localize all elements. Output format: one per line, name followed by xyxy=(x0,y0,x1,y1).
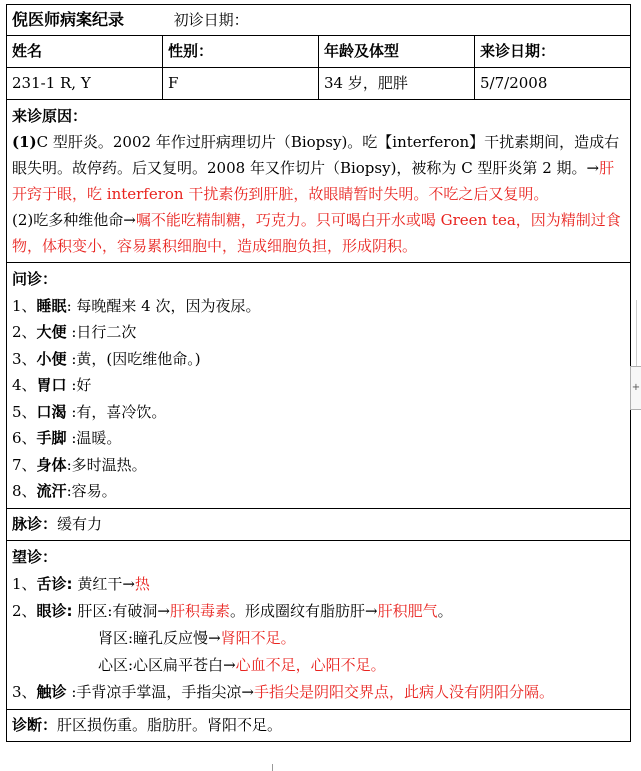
eye-kidney-note: 肾阳不足。 xyxy=(220,628,296,647)
eye-heart-text: 心区:心区扁平苍白 xyxy=(98,655,224,674)
eye-liver-end: 。 xyxy=(437,601,453,620)
observation-heading: 望诊： xyxy=(12,547,58,566)
inquiry-item-text: 黄，(因吃维他命。) xyxy=(76,349,201,368)
inquiry-section xyxy=(7,263,631,509)
inquiry-item xyxy=(12,293,625,320)
tongue-number: 1、 xyxy=(12,574,37,593)
diagnosis-section xyxy=(7,709,631,741)
reason-paragraph-1 xyxy=(12,129,625,207)
observation-section xyxy=(7,540,631,709)
inquiry-item-number: 1、 xyxy=(12,296,37,315)
visit-date-value: 5/7/2008 xyxy=(475,68,631,100)
inquiry-item-text: 好 xyxy=(76,376,92,394)
diagnosis-heading: 诊断： xyxy=(12,715,58,734)
inquiry-item xyxy=(12,478,625,505)
diagnosis-text: 肝区损伤重。脂肪肝。肾阳不足。 xyxy=(57,715,283,734)
name-label: 姓名 xyxy=(7,36,163,68)
arrow-icon: → xyxy=(223,655,236,674)
arrow-icon: → xyxy=(122,574,135,593)
inquiry-item-label: 手脚 xyxy=(36,429,67,447)
diagnosis-row xyxy=(7,709,631,741)
arrow-icon: → xyxy=(586,159,600,177)
pulse-row xyxy=(7,508,631,540)
eye-number: 2、 xyxy=(12,601,37,620)
tongue-text: 黄红干 xyxy=(72,574,123,593)
arrow-icon: → xyxy=(208,628,221,647)
first-visit-date-label: 初诊日期： xyxy=(173,11,249,29)
eye-liver-text: 肝区:有破洞 xyxy=(72,601,158,620)
inquiry-item-text: 每晚醒来 4 次，因为夜尿。 xyxy=(76,296,261,315)
record-title: 倪医师病案纪录 xyxy=(12,10,125,29)
inquiry-item-separator: : xyxy=(66,296,77,315)
inquiry-item-separator: : xyxy=(66,429,77,447)
gender-value: F xyxy=(163,68,319,100)
inquiry-item-number: 2、 xyxy=(12,323,37,341)
medical-record-page xyxy=(6,4,630,768)
eye-liver-text-2: 。形成圈纹有脂肪肝 xyxy=(229,601,365,620)
inquiry-item-separator: : xyxy=(66,482,72,500)
reason-row xyxy=(7,100,631,263)
inquiry-item-label: 大便 xyxy=(36,323,67,341)
inquiry-item-number: 6、 xyxy=(12,429,37,447)
reason-p2-text: (2)吃多种维他命 xyxy=(12,211,124,229)
inquiry-item-text: 容易。 xyxy=(71,482,117,500)
tongue-note: 热 xyxy=(134,574,150,593)
reason-p1-text: C 型肝炎。2002 年作过肝病理切片（Biopsy)。吃【interferon】干扰素期间，造成右眼失明。故停药。后又复明。2008 年又作切片（Biopsy)，被称为 C 型肝炎第 2 期。 xyxy=(12,133,620,177)
reason-section xyxy=(7,100,631,263)
inquiry-item-text: 多时温热。 xyxy=(71,455,147,474)
reason-heading: 来诊原因： xyxy=(12,107,88,125)
inquiry-item xyxy=(12,372,625,399)
visit-date-label: 来诊日期： xyxy=(475,36,631,68)
inquiry-item xyxy=(12,425,625,452)
inquiry-item-number: 5、 xyxy=(12,402,37,421)
title-row xyxy=(7,5,631,36)
arrow-icon: → xyxy=(364,601,378,620)
reason-p2-note: 嘱不能吃精制糖，巧克力。只可喝白开水或喝 Green tea，因为精制过食物，体积变小，容易累积细胞中，造成细胞负担，形成阴积。 xyxy=(12,211,621,255)
touch-number: 3、 xyxy=(12,682,37,701)
inquiry-item xyxy=(12,399,625,426)
inquiry-item xyxy=(12,319,625,346)
inquiry-item-label: 胃口 xyxy=(36,376,67,394)
reason-paragraph-2 xyxy=(12,207,625,259)
info-value-row xyxy=(7,68,631,100)
inquiry-item-label: 口渴 xyxy=(36,402,67,421)
inquiry-item-label: 流汗 xyxy=(36,482,67,500)
arrow-icon: → xyxy=(157,601,170,620)
inquiry-item-separator: : xyxy=(66,376,77,394)
observation-row xyxy=(7,540,631,709)
inquiry-item-number: 4、 xyxy=(12,376,37,394)
inquiry-item-number: 8、 xyxy=(12,482,37,500)
pulse-text: 缓有力 xyxy=(57,514,103,533)
inquiry-item-label: 身体 xyxy=(36,455,67,474)
pulse-heading: 脉诊： xyxy=(12,514,58,533)
touch-line xyxy=(12,679,625,706)
inquiry-item-label: 小便 xyxy=(36,349,67,368)
inquiry-item-text: 日行二次 xyxy=(76,323,137,341)
eye-heart-note: 心血不足，心阳不足。 xyxy=(235,655,386,674)
inquiry-item-separator: : xyxy=(66,323,77,341)
inquiry-item-label: 睡眠 xyxy=(36,296,67,315)
reason-p1-note: 肝开窍于眼，吃 interferon 干扰素伤到肝脏，故眼睛暂时失明。不吃之后又复明。 xyxy=(12,159,615,203)
eye-label: 眼诊: xyxy=(36,601,73,620)
inquiry-heading: 问诊： xyxy=(12,270,58,288)
eye-kidney-text: 肾区:瞳孔反应慢 xyxy=(98,628,209,647)
eye-heart-line xyxy=(12,652,625,679)
reason-p1-number: (1) xyxy=(12,133,37,151)
page-bottom-marker xyxy=(272,764,273,771)
inquiry-row xyxy=(7,263,631,509)
inquiry-item-separator: : xyxy=(66,402,77,421)
inquiry-item-separator: : xyxy=(66,455,72,474)
gender-label: 性别： xyxy=(163,36,319,68)
inquiry-item-number: 7、 xyxy=(12,455,37,474)
name-value: 231-1 R, Y xyxy=(7,68,163,100)
inquiry-item-text: 温暖。 xyxy=(76,429,122,447)
eye-liver-note-1: 肝积毒素 xyxy=(169,601,230,620)
info-label-row xyxy=(7,36,631,68)
age-build-label: 年龄及体型 xyxy=(319,36,475,68)
inquiry-item xyxy=(12,346,625,373)
inquiry-item xyxy=(12,452,625,479)
eye-kidney-line xyxy=(12,625,625,652)
eye-liver-line xyxy=(12,598,625,625)
pulse-section xyxy=(7,508,631,540)
touch-label: 触诊 xyxy=(36,682,67,701)
arrow-icon: → xyxy=(123,211,136,229)
record-table xyxy=(6,4,631,742)
expand-tab-icon[interactable]: + xyxy=(630,366,641,410)
inquiry-list xyxy=(12,293,625,505)
inquiry-item-text: 有，喜冷饮。 xyxy=(76,402,167,421)
tongue-line xyxy=(12,571,625,598)
inquiry-item-separator: : xyxy=(66,349,77,368)
eye-liver-note-2: 肝积肥气 xyxy=(377,601,438,620)
tongue-label: 舌诊: xyxy=(36,574,73,593)
touch-text: :手背凉手掌温，手指尖凉 xyxy=(66,682,242,701)
arrow-icon: → xyxy=(241,682,254,701)
age-build-value: 34 岁，肥胖 xyxy=(319,68,475,100)
inquiry-item-number: 3、 xyxy=(12,349,37,368)
touch-note: 手指尖是阴阳交界点，此病人没有阴阳分隔。 xyxy=(253,682,554,701)
